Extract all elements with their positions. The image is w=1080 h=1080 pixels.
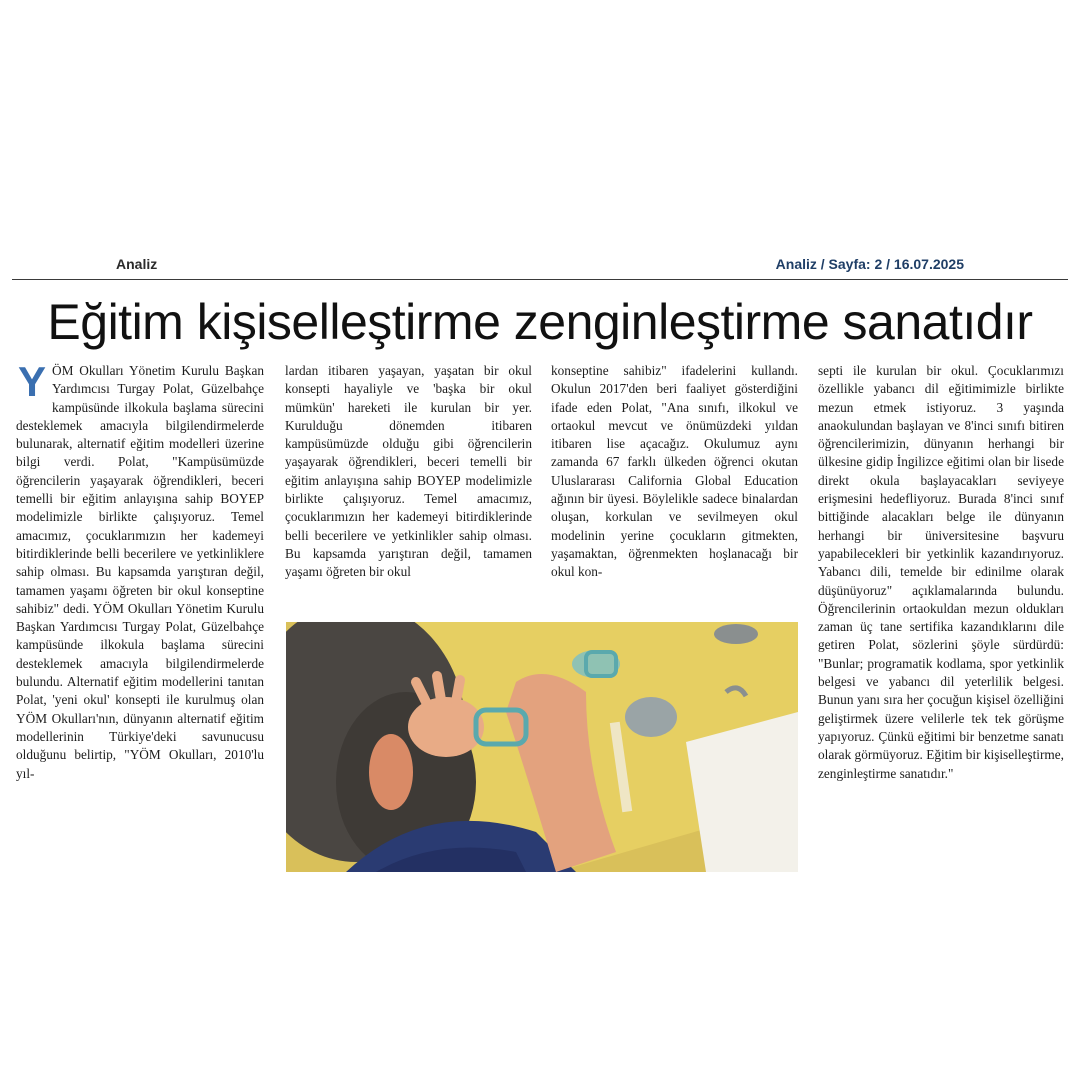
article-column-3 — [551, 362, 798, 612]
photo-children-playdough-icon — [286, 622, 798, 872]
drop-cap: Y — [18, 362, 47, 405]
page-title: Eğitim kişiselleştirme zenginleştirme sanatıdır — [47, 294, 1033, 350]
article-column-2 — [285, 362, 532, 612]
article-column-1 — [16, 362, 264, 882]
article-text-col2: lardan itibaren yaşayan, yaşatan bir okul konsepti hayaliyle ve 'başka bir okul mümkün' hareketi ile kurulan bir yer. Kurulduğu dönemden itibaren kampüsümüzde olduğu gibi öğrencilerin yaşayarak öğrendikleri, beceri temelli bir eğitim anlayışına sahip BOYEP modelimizle birlikte çalışıyoruz. Temel amacımız, çocuklarımızın her kademeyi bitirdiklerinde belli becerilere ve yetkinlikler sahip olması. Bu kapsamda yarıştıran değil, tamamen yaşamı öğreten bir okul — [285, 363, 532, 580]
article-column-4 — [818, 362, 1064, 882]
article-photo — [286, 622, 798, 872]
section-label: Analiz — [116, 256, 158, 272]
article-text-col3: konseptine sahibiz" ifadelerini kullandı. Okulun 2017'den beri faaliyet gösterdiğini ifade eden Polat, "Ana sınıfı, ilkokul ve ortaokul mevcut ve önümüzdeki yıldan itibaren lise açacağız. Okulumuz aynı zamanda 67 farklı ülkeden öğrenci okutan Uluslararası California Global Education ağının bir üyesi. Böylelikle sadece binalardan oluşan, korkulan ve sevilmeyen okul modelinin yerine çocukların gitmekten, yaşamaktan, öğrenmekten hoşlanacağı bir okul kon- — [551, 363, 798, 580]
article-text-col1: ÖM Okulları Yönetim Kurulu Başkan Yardımcısı Turgay Polat, Güzelbahçe kampüsünde ilkokula başlama sürecini desteklemek amacıyla bilgilendirmelerde bulunarak, alternatif eğitim modelleri üzerine bilgi verdi. Polat, "Kampüsümüzde öğrencilerin yaşayarak öğrendikleri, beceri temelli bir eğitim anlayışına sahip BOYEP modelimizle birlikte çalışıyoruz. Temel amacımız, çocuklarımızın her kademeyi bitirdiklerinde belli becerilere ve yetkinliklere sahip olması. Bu kapsamda yarıştıran değil, tamamen yaşamı öğreten bir okul konseptine sahibiz" dedi. YÖM Okulları Yönetim Kurulu Başkan Yardımcısı Turgay Polat, Güzelbahçe kampüsünde ilkokula başlama sürecini desteklemek amacıyla bilgilendirmelerde bulundu. Alternatif eğitim modellerini tanıtan Polat, 'yeni okul' konsepti ile kurulmuş olan YÖM Okulları'nın, dünyanın alternatif eğitim modellerinin Türkiye'deki savunucusu olduğunu belirtip, "YÖM Okulları, 2010'lu yıl- — [16, 363, 264, 781]
page-source-label: Analiz / Sayfa: 2 / 16.07.2025 — [775, 256, 964, 272]
article-text-col4: septi ile kurulan bir okul. Çocuklarımızı özellikle yabancı dil eğitimimizle birlikte mezun etmek istiyoruz. 3 yaşında anaokulundan başlayan ve 8'inci sınıfı bitiren öğrencilerimizin, dünyanın herhangi bir ülkesine gidip İngilizce eğitimi olan bir lisede direkt okula başlayacakları seviyeye erişmesini hedefliyoruz. Burada 8'inci sınıf bittiğinde alacakları belge ile dünyanın herhangi bir üniversitesine başvuru yapabilecekleri bir yetkinlik kazandırıyoruz. Yabancı dili, temelde bir edinilme olarak düşünüyoruz" açıklamalarında bulundu. Öğrencilerinin ortaokuldan mezun oldukları zaman üç tane sertifika kazandıklarını dile getiren Polat, sözlerini şöyle sürdürdü: "Bunlar; programatik kodlama, spor yetkinlik belgesi ve yabancı dil yeterlilik belgesi. Bunun yanı sıra her çocuğun kişisel özelliğini geliştirmek üzere velilerle tek tek görüşme yapıyoruz. Çünkü eğitimi bir benzetme sanatı olarak görmüyoruz. Eğitim bir kişiselleştirme, zenginleştirme sanatıdır." — [818, 363, 1064, 781]
header-divider — [12, 279, 1068, 280]
